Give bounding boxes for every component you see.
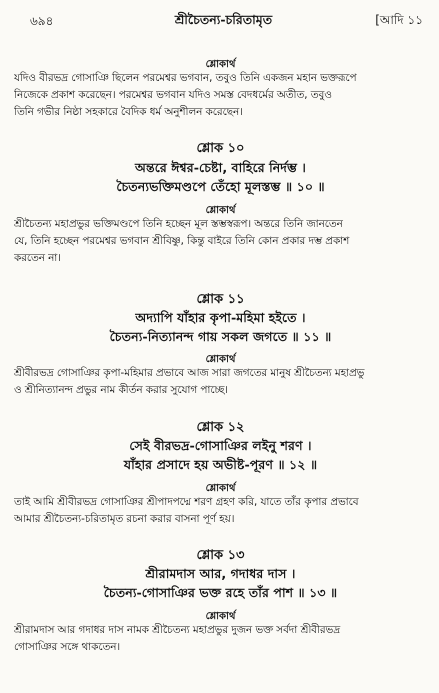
verse-text (14, 564, 427, 602)
translation-label: শ্লোকার্থ (205, 354, 236, 365)
text-line: গোসাঞির সঙ্গে থাকতেন। (14, 641, 121, 653)
verse-line: চৈতন্য-গোসাঞির ভক্ত রহে তাঁর পাশ ॥ ১৩ ॥ (103, 585, 338, 600)
verse-line: সেই বীরভদ্র-গোসাঞির লইনু শরণ । (129, 438, 312, 453)
verse-text (14, 158, 427, 196)
translation-label: শ্লোকার্থ (205, 59, 236, 70)
translation-text (14, 494, 427, 528)
text-line: ও শ্রীনিত্যানন্দ প্রভুর নাম কীর্তন করার সুযোগ পাচ্ছে। (14, 384, 228, 396)
verse-line: চৈতন্য-নিত্যানন্দ গায় সকল জগতে ॥ ১১ ॥ (109, 329, 332, 344)
text-line: শ্রীবীরভদ্র গোসাঞির কৃপা-মহিমার প্রভাবে আজ সারা জগতের মানুষ শ্রীচৈতন্য মহাপ্রভু (14, 367, 365, 379)
translation-text (14, 622, 427, 656)
translation-text (14, 70, 427, 121)
verse-line: যাঁহার প্রসাদে হয় অভীষ্ট-পূরণ ॥ ১২ ॥ (123, 457, 318, 472)
page-header (24, 10, 423, 30)
running-title: শ্রীচৈতন্য-চরিতামৃত (174, 12, 273, 27)
text-line: করতেন না। (14, 252, 61, 264)
verse-line: শ্রীরামদাস আর, গদাধর দাস । (145, 566, 296, 581)
verse-heading: শ্লোক ১১ (196, 292, 245, 307)
verse-line: অদ্যাপি যাঁহার কৃপা-মহিমা হইতে । (135, 310, 306, 325)
verse-heading: শ্লোক ১০ (196, 141, 245, 156)
translation-label: শ্লোকার্থ (205, 205, 236, 216)
text-line: শ্রীচৈতন্য মহাপ্রভুর ভক্তিমণ্ডপে তিনি হচ্ছেন মূল স্তম্ভস্বরূপ। অন্তরে তিনি জানতেন (14, 218, 343, 230)
verse-text (14, 308, 427, 346)
text-line: আমার শ্রীচৈতন্য-চরিতামৃত রচনা করার বাসনা পূর্ণ হয়। (14, 513, 235, 525)
text-line: যদিও বীরভদ্র গোসাঞি ছিলেন পরমেশ্বর ভগবান, তবুও তিনি একজন মহান ভক্তরূপে (14, 72, 357, 84)
verse-line: চৈতন্যভক্তিমণ্ডপে তেঁহো মূলস্তম্ভ ॥ ১০ ॥ (116, 179, 325, 194)
verse-heading: শ্লোক ১২ (196, 420, 245, 435)
text-line: যে, তিনি হচ্ছেন পরমেশ্বর ভগবান শ্রীবিষ্ণু, কিন্তু বাইরে তিনি কোন প্রকার দম্ভ প্রকাশ (14, 235, 350, 247)
translation-label: শ্লোকার্থ (205, 611, 236, 622)
translation-label: শ্লোকার্থ (205, 483, 236, 494)
translation-text (14, 365, 427, 399)
verse-line: অন্তরে ঈশ্বর-চেষ্টা, বাহিরে নির্দম্ভ । (135, 160, 306, 175)
page-number: ৬৯৪ (30, 14, 54, 28)
verse-text (14, 436, 427, 474)
text-line: শ্রীরামদাস আর গদাধর দাস নামক শ্রীচৈতন্য মহাপ্রভুর দুজন ভক্ত সর্বদা শ্রীবীরভদ্র (14, 624, 341, 636)
verse-heading: শ্লোক ১৩ (196, 548, 245, 563)
translation-text (14, 216, 427, 267)
chapter-reference: [আদি ১১ (375, 13, 423, 27)
text-line: তিনি গভীর নিষ্ঠা সহকারে বৈদিক ধর্ম অনুশীলন করেছেন। (14, 106, 243, 118)
text-line: নিজেকে প্রকাশ করেছেন। পরমেশ্বর ভগবান যদিও সমস্ত বেদধর্মের অতীত, তবুও (14, 89, 332, 101)
text-line: তাই আমি শ্রীবীরভদ্র গোসাঞির শ্রীপাদপদ্মে শরণ গ্রহণ করি, যাতে তাঁর কৃপার প্রভাবে (14, 496, 359, 508)
